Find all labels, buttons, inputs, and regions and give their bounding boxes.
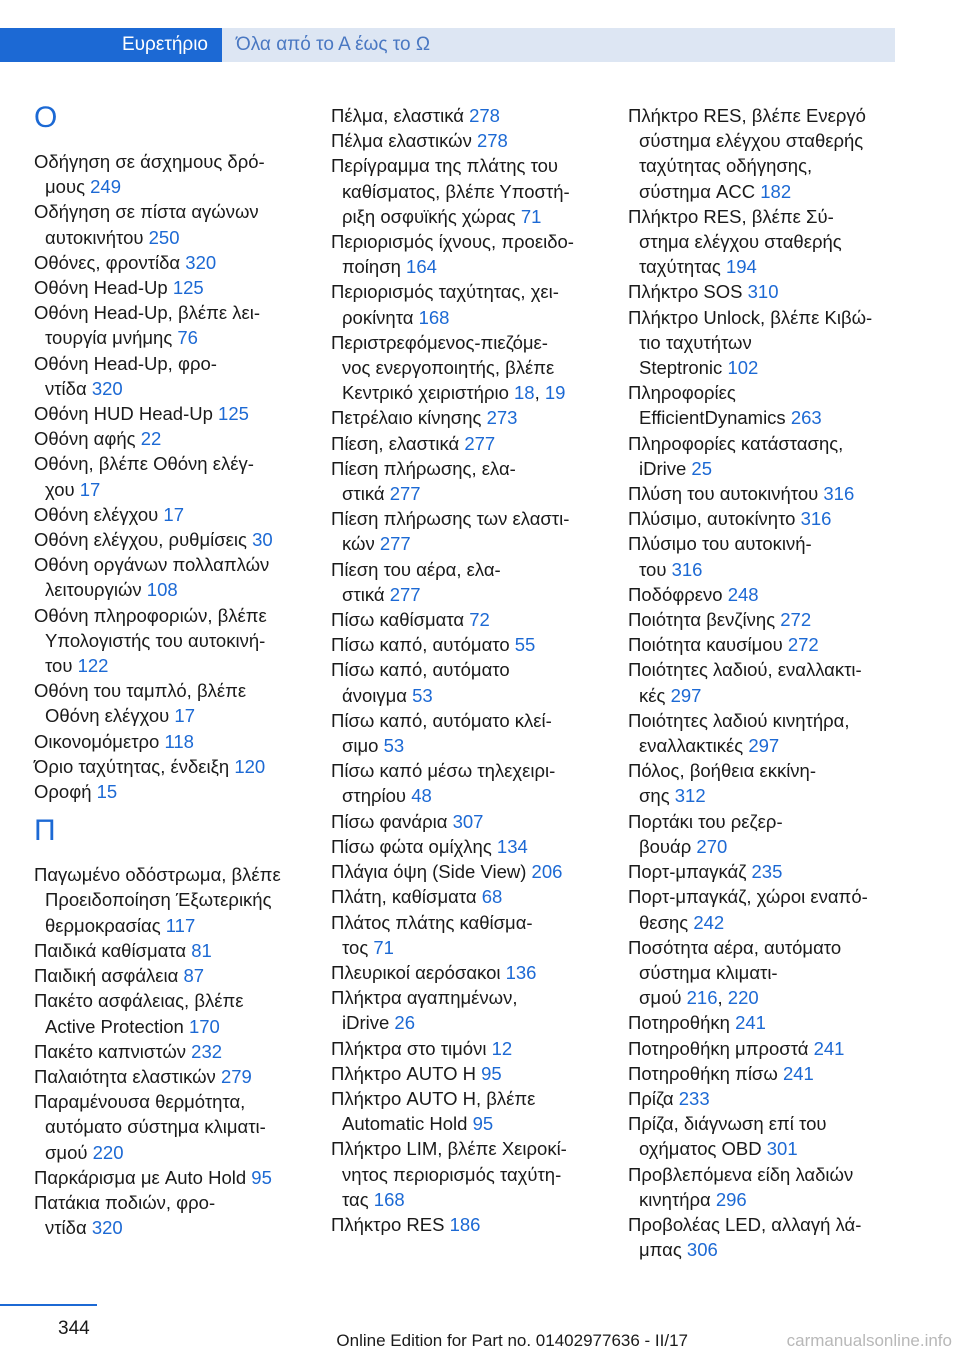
page-link[interactable]: 248 — [727, 583, 759, 605]
page-link[interactable]: 76 — [177, 327, 198, 349]
page-link[interactable]: 277 — [389, 483, 421, 505]
index-entry — [331, 229, 603, 279]
index-entry: Περιστρεφόμενος-πιεζόμε- νος ενεργοποιητής, βλέπε Κεντρικό χειριστήριο 18, 19 — [331, 331, 566, 404]
index-entry — [628, 204, 900, 280]
page-link[interactable]: 312 — [674, 785, 706, 807]
entry-text: Πλάτος πλάτης καθίσμα- τος — [331, 911, 533, 958]
entry-text: Οθόνη ελέγχου, ρυθμίσεις — [34, 529, 253, 551]
page-link[interactable]: 136 — [505, 961, 537, 983]
page-link[interactable]: 164 — [406, 256, 437, 278]
page-link[interactable]: 194 — [725, 256, 757, 278]
index-entry — [628, 431, 900, 481]
page-link[interactable]: 272 — [787, 634, 819, 656]
page-link[interactable]: 186 — [449, 1213, 481, 1235]
page-link[interactable]: 72 — [469, 609, 490, 631]
entry-text: Πλάγια όψη (Side View) — [331, 861, 532, 883]
entry-text: Περιορισμός ταχύτητας, χει- ροκίνητα — [331, 281, 559, 328]
page-link[interactable]: 306 — [686, 1239, 718, 1261]
index-entry — [628, 279, 900, 304]
page-link[interactable]: 30 — [252, 529, 273, 551]
page-link[interactable]: 241 — [813, 1037, 845, 1059]
index-entry — [34, 149, 306, 199]
entry-text: Παιδική ασφάλεια — [34, 965, 184, 987]
section-letter: Ο — [34, 101, 58, 134]
entry-text: Πληροφορίες EfficientDynamics — [628, 382, 786, 429]
page-link[interactable]: 297 — [670, 684, 702, 706]
page-link[interactable]: 206 — [531, 861, 563, 883]
index-entry — [628, 506, 900, 531]
page-link[interactable]: 134 — [496, 835, 528, 857]
index-entry — [34, 1089, 306, 1165]
header-bar — [0, 28, 895, 62]
entry-text: Ποιότητες λαδιού κινητήρα, εναλλακτικές — [628, 709, 850, 757]
page-link[interactable]: 95 — [251, 1166, 272, 1188]
entry-text: Οθόνη, βλέπε Οθόνη ελέγ- χου — [34, 453, 254, 500]
entry-text: Πίσω καπό, αυτόματο άνοιγμα — [331, 659, 510, 706]
index-entry — [331, 985, 603, 1035]
index-entry: Ποσότητα αέρα, αυτόματο σύστημα κλιματι- σμού 216, 220 — [628, 936, 842, 1009]
page-link[interactable]: 277 — [389, 583, 421, 605]
page-link[interactable]: 17 — [174, 705, 195, 727]
index-entry — [628, 758, 900, 808]
page-link[interactable]: 220 — [92, 1141, 124, 1163]
index-entry — [34, 401, 306, 426]
index-entry — [34, 199, 306, 249]
index-entry — [34, 729, 306, 754]
entry-text: Πορτάκι του ρεζερ- βουάρ — [628, 810, 783, 857]
page-link[interactable]: 279 — [220, 1065, 252, 1087]
entry-text: Οθόνη HUD Head-Up — [34, 403, 219, 425]
index-entry — [628, 859, 900, 884]
index-entry — [628, 1010, 900, 1035]
page-link[interactable]: 320 — [185, 251, 217, 273]
index-entry — [628, 884, 900, 934]
index-entry — [34, 754, 306, 779]
index-entry — [331, 1212, 603, 1237]
page-link[interactable]: 48 — [411, 785, 432, 807]
index-entry — [34, 678, 306, 728]
index-entry — [331, 103, 603, 128]
tab-a-to-z[interactable]: Όλα από το Α έως το Ω — [222, 28, 895, 62]
entry-text: Ποτηροθήκη πίσω — [628, 1062, 783, 1084]
index-entry — [34, 351, 306, 401]
page-link[interactable]: 277 — [379, 533, 411, 555]
page-link[interactable]: 108 — [146, 579, 178, 601]
entry-text: Πλάτη, καθίσματα — [331, 886, 482, 908]
entry-text: Πλευρικοί αερόσακοι — [331, 961, 506, 983]
index-entry — [331, 1061, 603, 1086]
entry-text: Οθόνη πληροφοριών, βλέπε Υπολογιστής του αυτοκινή- του — [34, 604, 267, 677]
page-link[interactable]: 220 — [727, 987, 759, 1009]
index-entry — [331, 960, 603, 985]
index-entry — [331, 910, 603, 960]
page-link[interactable]: 17 — [79, 478, 101, 500]
index-entry — [628, 1212, 900, 1262]
entry-text: Πίσω καπό, αυτόματο — [331, 634, 515, 656]
page-link[interactable]: 241 — [782, 1062, 814, 1084]
entry-text: Πακέτο καπνιστών — [34, 1040, 192, 1062]
page-link[interactable]: 307 — [452, 810, 484, 832]
entry-text: Οροφή — [34, 781, 97, 803]
page-link[interactable]: 168 — [373, 1188, 405, 1210]
page-link[interactable]: 68 — [481, 886, 503, 908]
entry-text: Ποιότητα καυσίμου — [628, 634, 788, 656]
page-link[interactable]: 53 — [383, 735, 405, 757]
index-entry — [331, 128, 603, 153]
index-entry — [628, 1162, 900, 1212]
page-link[interactable]: 120 — [234, 755, 266, 777]
entry-text: Πλύσιμο του αυτοκινή- του — [628, 533, 812, 580]
index-entry — [628, 708, 900, 758]
index-entry — [34, 603, 306, 679]
page-link[interactable]: 320 — [91, 377, 123, 399]
page-link[interactable]: 26 — [394, 1012, 415, 1034]
entry-text: Πίσω φώτα ομίχλης — [331, 835, 497, 857]
index-entry — [331, 859, 603, 884]
entry-text: Ποσότητα αέρα, αυτόματο σύστημα κλιματι- σμού — [628, 936, 842, 1009]
entry-text: Πίσω καθίσματα — [331, 609, 470, 631]
entry-text: Περιστρεφόμενος-πιεζόμε- νος ενεργοποιητής, βλέπε Κεντρικό χειριστήριο — [331, 331, 555, 404]
index-column-2 — [331, 103, 603, 1237]
index-entry — [34, 862, 306, 938]
page-link[interactable]: 310 — [747, 281, 779, 303]
entry-text: Παραμένουσα θερμότητα, αυτόματο σύστημα κλιματι- σμού — [34, 1091, 266, 1163]
page-link[interactable]: 81 — [191, 939, 212, 961]
entry-text: Πρίζα — [628, 1087, 679, 1109]
page-link[interactable]: 95 — [472, 1113, 494, 1135]
entry-text: Πλήκτρο RES — [331, 1213, 450, 1235]
watermark: carmanualsonline.info — [786, 1331, 952, 1350]
footer-rule — [0, 1304, 97, 1306]
entry-text: Πίσω καπό, αυτόματο κλεί- σιμο — [331, 709, 552, 757]
entry-text: Πόλος, βοήθεια εκκίνη- σης — [628, 760, 817, 807]
page-link[interactable]: 235 — [751, 861, 783, 883]
page-link[interactable]: 301 — [766, 1138, 798, 1160]
index-entry — [34, 1064, 306, 1089]
page-link[interactable]: 15 — [96, 781, 118, 803]
page-link[interactable]: 297 — [748, 735, 780, 757]
entry-text: Ποτηροθήκη μπροστά — [628, 1037, 814, 1059]
entry-text: Πακέτο ασφάλειας, βλέπε Active Protection — [34, 990, 244, 1037]
index-entry — [628, 1036, 900, 1061]
entry-text: Οθόνη αφής — [34, 428, 141, 450]
index-entry — [331, 632, 603, 657]
page-link[interactable]: 71 — [373, 936, 394, 958]
index-entry — [628, 809, 900, 859]
entry-text: Οθόνη Head-Up — [34, 277, 173, 299]
entry-text: Περιορισμός ίχνους, προειδο- ποίηση — [331, 231, 574, 278]
page-link[interactable]: 233 — [678, 1087, 710, 1109]
entry-text: Πληροφορίες κατάστασης, iDrive — [628, 432, 844, 479]
index-entry — [34, 502, 306, 527]
entry-text: Όριο ταχύτητας, ένδειξη — [34, 755, 235, 777]
entry-text: Πλήκτρα στο τιμόνι — [331, 1037, 492, 1059]
page-link[interactable]: 277 — [464, 432, 496, 454]
entry-text: Ποιότητες λαδιού, εναλλακτι- κές — [628, 659, 862, 706]
page-link[interactable]: 278 — [476, 130, 508, 152]
entry-text: Πλύσιμο, αυτοκίνητο — [628, 508, 801, 530]
index-entry — [34, 300, 306, 350]
entry-text: Πίεση, ελαστικά — [331, 432, 465, 454]
entry-text: Περίγραμμα της πλάτης του καθίσματος, βλέπε Υποστή- ριξη οσφυϊκής χώρας — [331, 155, 570, 227]
page-link[interactable]: 270 — [696, 835, 728, 857]
entry-text: Παλαιότητα ελαστικών — [34, 1065, 221, 1087]
index-entry — [331, 153, 603, 229]
entry-text: Πέλμα ελαστικών — [331, 130, 477, 152]
page-link[interactable]: 241 — [735, 1012, 766, 1034]
entry-text: Ποιότητα βενζίνης — [628, 609, 781, 631]
entry-text: Οθόνη Head-Up, βλέπε λει- τουργία μνήμης — [34, 302, 261, 349]
index-entry — [628, 481, 900, 506]
index-entry — [34, 451, 306, 501]
entry-text: Οθόνη οργάνων πολλαπλών λειτουργιών — [34, 554, 270, 601]
entry-text: Προβλεπόμενα είδη λαδιών κινητήρα — [628, 1163, 854, 1210]
index-entry — [331, 1036, 603, 1061]
index-entry — [331, 834, 603, 859]
page-link[interactable]: 18 — [514, 382, 535, 404]
page-link[interactable]: 242 — [693, 911, 725, 933]
page-link[interactable]: 316 — [671, 558, 703, 580]
index-entry — [331, 758, 603, 808]
entry-text: Πλήκτρο SOS — [628, 281, 748, 303]
index-entry — [331, 506, 603, 556]
entry-text: Πίσω καπό μέσω τηλεχειρι- στηρίου — [331, 760, 556, 807]
entry-text: Πλήκτρο RES, βλέπε Σύ- στημα ελέγχου σταθερής ταχύτητας — [628, 205, 842, 278]
page-link[interactable]: 17 — [163, 503, 184, 525]
entry-text: Προβολέας LED, αλλαγή λά- μπας — [628, 1213, 862, 1261]
page-link[interactable]: 87 — [183, 965, 205, 987]
entry-text: Πετρέλαιο κίνησης — [331, 407, 487, 429]
page-link[interactable]: 250 — [148, 226, 180, 248]
entry-text: Οδήγηση σε πίστα αγώνων αυτοκινήτου — [34, 201, 259, 248]
index-entry — [331, 708, 603, 758]
index-entry — [34, 779, 306, 804]
entry-text: Πλήκτρο LIM, βλέπε Χειροκί- νητος περιορισμός ταχύτη- τας — [331, 1138, 567, 1210]
index-entry — [628, 305, 900, 381]
page-link[interactable]: 316 — [823, 483, 855, 505]
entry-text: Παρκάρισμα με Auto Hold — [34, 1166, 252, 1188]
page-link[interactable]: 216 — [686, 987, 718, 1009]
index-entry — [628, 607, 900, 632]
page-link[interactable]: 263 — [790, 407, 822, 429]
index-entry — [331, 279, 603, 329]
entry-text: Πλήκτρο Unlock, βλέπε Κιβώ- τιο ταχυτήτων Steptronic — [628, 306, 873, 379]
index-entry — [34, 426, 306, 451]
page-link[interactable]: 53 — [412, 684, 433, 706]
entry-text: Οικονομόμετρο — [34, 730, 165, 752]
entry-text: Πλήκτρο RES, βλέπε Ενεργό σύστημα ελέγχου σταθερής ταχύτητας οδήγησης, σύστημα ACC — [628, 105, 866, 202]
page-link[interactable]: 272 — [780, 609, 812, 631]
entry-text: Πορτ-μπαγκάζ — [628, 861, 752, 883]
entry-text: Παιδικά καθίσματα — [34, 939, 192, 961]
page-link[interactable]: 278 — [469, 105, 500, 126]
entry-text: Οθόνη ελέγχου — [34, 503, 164, 525]
index-entry — [628, 103, 900, 204]
index-entry — [628, 582, 900, 607]
index-entry — [331, 809, 603, 834]
page-link[interactable]: 320 — [91, 1217, 123, 1239]
entry-text: Πίεση πλήρωσης των ελαστι- κών — [331, 508, 570, 555]
page-link[interactable]: 168 — [418, 306, 450, 328]
entry-text: Ποδόφρενο — [628, 583, 728, 605]
page-link[interactable]: 296 — [715, 1188, 747, 1210]
page-link[interactable]: 19 — [544, 382, 566, 404]
index-entry — [331, 607, 603, 632]
index-entry — [628, 1111, 900, 1161]
page-link[interactable]: 25 — [691, 457, 712, 479]
index-entry — [34, 1190, 306, 1240]
index-entry — [628, 1086, 900, 1111]
page-link[interactable]: 273 — [486, 407, 518, 429]
entry-text: Πίεση πλήρωσης, ελα- στικά — [331, 457, 516, 505]
page-link[interactable]: 117 — [165, 914, 196, 936]
page-link[interactable]: 55 — [514, 634, 536, 656]
section-letter: Π — [34, 814, 56, 848]
entry-text: Παγωμένο οδόστρωμα, βλέπε Προειδοποίηση Έξωτερικής θερμοκρασίας — [34, 864, 281, 936]
index-entry — [628, 657, 900, 707]
page-link[interactable]: 12 — [491, 1037, 513, 1059]
index-entry — [331, 1086, 603, 1136]
index-entry — [34, 250, 306, 275]
index-entry — [331, 456, 603, 506]
index-entry — [331, 884, 603, 909]
index-entry — [34, 275, 306, 300]
entry-text: Ποτηροθήκη — [628, 1012, 736, 1034]
entry-text: Πίσω φανάρια — [331, 810, 453, 832]
edition-note: Online Edition for Part no. 01402977636 - II/17 — [336, 1331, 688, 1350]
index-entry — [628, 380, 900, 430]
index-entry — [628, 1061, 900, 1086]
page-link[interactable]: 182 — [760, 180, 792, 202]
page-link[interactable]: 22 — [140, 428, 162, 450]
entry-text: Πλύση του αυτοκινήτου — [628, 483, 824, 505]
index-entry — [331, 431, 603, 456]
page-link[interactable]: 170 — [188, 1015, 220, 1037]
page-link[interactable]: 95 — [481, 1062, 502, 1084]
entry-text: Πέλμα, ελαστικά — [331, 105, 470, 126]
entry-text: Οθόνη του ταμπλό, βλέπε Οθόνη ελέγχου — [34, 680, 247, 727]
index-entry — [331, 1136, 603, 1212]
index-column-1 — [34, 103, 306, 1240]
index-entry — [331, 405, 603, 430]
page-link[interactable]: 249 — [90, 176, 121, 198]
index-entry — [628, 531, 900, 581]
index-entry — [34, 963, 306, 988]
entry-text: Οθόνες, φροντίδα — [34, 251, 186, 273]
index-entry — [34, 527, 306, 552]
entry-text: Πατάκια ποδιών, φρο- ντίδα — [34, 1191, 216, 1239]
entry-text: Πλήκτρα αγαπημένων, iDrive — [331, 987, 518, 1034]
index-entry — [34, 938, 306, 963]
entry-text: Οθόνη Head-Up, φρο- ντίδα — [34, 352, 217, 399]
page-link[interactable]: 122 — [77, 655, 109, 677]
index-entry — [34, 1039, 306, 1064]
index-entry — [34, 1165, 306, 1190]
index-entry — [331, 657, 603, 707]
index-entry — [34, 552, 306, 602]
entry-text: Οδήγηση σε άσχημους δρό- μους — [34, 151, 265, 198]
index-entry — [628, 632, 900, 657]
entry-text: Πρίζα, διάγνωση επί του οχήματος OBD — [628, 1113, 827, 1160]
page-link[interactable]: 232 — [191, 1040, 223, 1062]
tab-index[interactable]: Ευρετήριο — [0, 28, 222, 62]
index-entry — [34, 988, 306, 1038]
entry-text: Πλήκτρο AUTO H — [331, 1062, 482, 1084]
page-link[interactable]: 316 — [800, 508, 832, 530]
page-link[interactable]: 102 — [727, 357, 759, 379]
entry-text: Πορτ-μπαγκάζ, χώροι εναπό- θεσης — [628, 886, 868, 933]
index-entry — [331, 557, 603, 607]
page-link[interactable]: 125 — [218, 403, 249, 425]
entry-text: Πλήκτρο AUTO H, βλέπε Automatic Hold — [331, 1087, 536, 1135]
page-number: 344 — [58, 1318, 90, 1339]
page-link[interactable]: 71 — [520, 205, 542, 227]
page-link[interactable]: 125 — [172, 277, 204, 299]
page-link[interactable]: 118 — [164, 730, 194, 752]
entry-text: Πίεση του αέρα, ελα- στικά — [331, 558, 501, 605]
index-column-3 — [628, 103, 900, 1262]
